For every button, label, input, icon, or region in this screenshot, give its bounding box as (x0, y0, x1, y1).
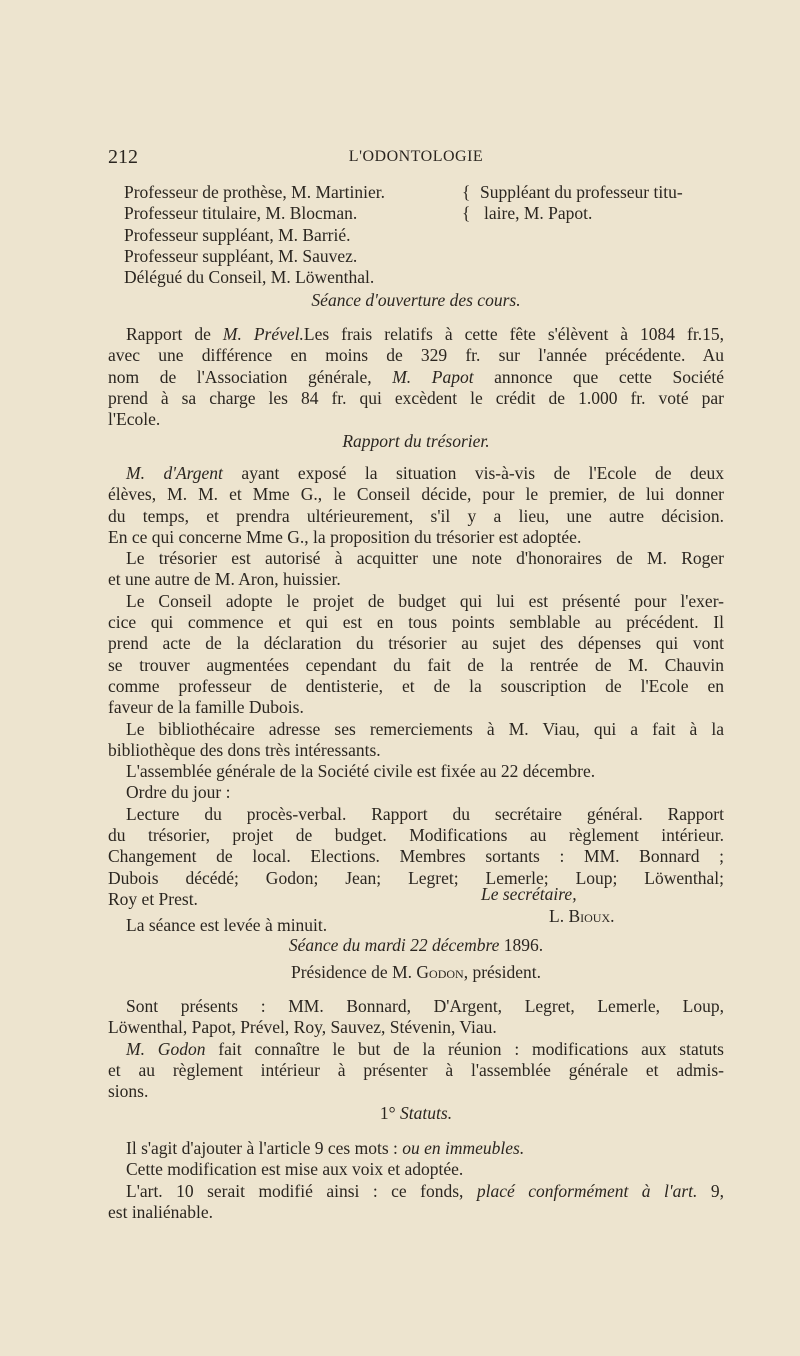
text-line: est inaliénable. (108, 1201, 213, 1222)
speaker-name: M. d'Argent (126, 463, 223, 483)
text-line: avec une différence en moins de 329 fr. sur l'année précédente. Au (108, 345, 724, 366)
signature-role: Le secrétaire, (481, 884, 577, 904)
paragraph-presents (108, 996, 724, 1102)
brace-bottom: { (462, 203, 471, 224)
speaker-name: M. Papot (392, 366, 474, 387)
signature-name: L. Bioux. (549, 906, 615, 926)
heading-rapport-tresorier: Rapport du trésorier. (342, 431, 490, 451)
text-line: L'assemblée générale de la Société civile est fixée au 22 décembre. (126, 761, 596, 782)
text-span: fait connaître le but de la réunion : modifications aux statuts (205, 1038, 724, 1059)
text-line: et une autre de M. Aron, huissier. (108, 569, 341, 590)
text-line (108, 324, 724, 345)
text-line: du trésorier, projet de budget. Modifications au règlement intérieur. (108, 825, 724, 846)
text-line: et au règlement intérieur à présenter à l'assemblée générale et admis- (108, 1059, 724, 1080)
text-span: Statuts. (400, 1103, 453, 1123)
text-line: prend acte de la déclaration du trésorier au sujet des dépenses qui vont (108, 633, 724, 654)
running-title: L'ODONTOLOGIE (348, 148, 484, 165)
running-header (108, 146, 724, 168)
text-line: cice qui commence et qui est en tous points semblable au précédent. Il (108, 612, 724, 633)
text-line: sions. (108, 1081, 149, 1102)
section-heading (108, 290, 724, 311)
text-line: Cette modification est mise aux voix et adoptée. (126, 1159, 464, 1180)
text-line (108, 367, 724, 388)
text-line: Le bibliothécaire adresse ses remerciements à M. Viau, qui a fait à la (126, 718, 724, 739)
heading-seance-22-decembre (108, 935, 724, 956)
text-line (108, 962, 724, 983)
text-line: Roy et Prest. (108, 888, 198, 909)
text-span: 1896. (499, 935, 544, 955)
paragraph-tresorier (108, 463, 724, 937)
text-span: Séance du mardi 22 décembre (288, 935, 500, 955)
text-span: ou en immeubles. (402, 1138, 525, 1158)
text-span: Les frais relatifs à cette fête s'élèvent à 1084 fr.15, (303, 324, 724, 344)
text-line: En ce qui concerne Mme G., la proposition du trésorier est adoptée. (108, 526, 582, 547)
text-line: comme professeur de dentisterie, et de la souscription de l'Ecole en (108, 675, 724, 696)
brace-top: { (462, 182, 471, 202)
text-line: La séance est levée à minuit. (126, 915, 328, 936)
text-line (108, 1181, 724, 1202)
text-line: prend à sa charge les 84 fr. qui excèdent le crédit de 1.000 fr. voté par (108, 387, 724, 408)
text-line: Ordre du jour : (126, 782, 231, 803)
staff-note-line: laire, M. Papot. (484, 203, 593, 224)
staff-line: Professeur suppléant, M. Barrié. (124, 224, 351, 245)
heading-seance-ouverture: Séance d'ouverture des cours. (311, 290, 521, 310)
paragraph-statuts (108, 1138, 724, 1223)
text-line (108, 463, 724, 484)
speaker-name: M. Godon (126, 1038, 206, 1059)
text-line: Dubois décédé; Godon; Jean; Legret; Lemerle; Loup; Löwenthal; (108, 867, 724, 888)
staff-line: Professeur de prothèse, M. Martinier. (124, 182, 385, 202)
text-span: Rapport de (126, 324, 223, 344)
text-span: placé conformément à l'art. (476, 1180, 698, 1201)
speaker-name: M. Prével. (222, 324, 304, 344)
text-span: ayant exposé la situation vis-à-vis de l'Ecole de deux (222, 463, 724, 483)
text-line: Sont présents : MM. Bonnard, D'Argent, Legret, Lemerle, Loup, (126, 996, 724, 1016)
heading-statuts (108, 1103, 724, 1124)
text-line: faveur de la famille Dubois. (108, 697, 304, 718)
president-name: Godon (416, 962, 464, 982)
text-line: Le trésorier est autorisé à acquitter une note d'honoraires de M. Roger (126, 548, 724, 569)
text-span: Présidence de M. (291, 962, 417, 982)
text-line: se trouver augmentées cependant du fait de la rentrée de M. Chauvin (108, 654, 724, 675)
text-span: 9, (697, 1180, 725, 1201)
section-heading (108, 1103, 724, 1124)
text-line: Changement de local. Elections. Membres sortants : MM. Bonnard ; (108, 846, 724, 867)
paragraph-rapport-prevel (108, 324, 724, 430)
section-heading (108, 935, 724, 956)
text-span: , président. (463, 962, 541, 982)
page-number: 212 (108, 146, 138, 168)
section-heading (108, 431, 724, 452)
presidency-line (108, 962, 724, 983)
staff-line: Délégué du Conseil, M. Löwenthal. (124, 267, 375, 288)
text-line (108, 1039, 724, 1060)
text-span: nom de l'Association générale, (108, 366, 372, 387)
text-line: élèves, M. M. et Mme G., le Conseil décide, pour le premier, de lui donner (108, 484, 724, 505)
staff-note-line: Suppléant du professeur titu- (480, 182, 683, 202)
text-line: Löwenthal, Papot, Prével, Roy, Sauvez, Stévenin, Viau. (108, 1017, 497, 1038)
staff-line: Professeur suppléant, M. Sauvez. (124, 245, 358, 266)
text-line (108, 1138, 724, 1159)
staff-line: Professeur titulaire, M. Blocman. (124, 203, 358, 224)
text-line: du temps, et prendra ultérieurement, s'il y a lieu, une autre décision. (108, 505, 724, 526)
text-span: 1° (379, 1103, 401, 1123)
text-line: Le Conseil adopte le projet de budget qui lui est présenté pour l'exer- (126, 590, 724, 611)
text-span: annonce que cette Société (494, 366, 724, 387)
text-span: Il s'agit d'ajouter à l'article 9 ces mots : (126, 1138, 403, 1158)
text-line: l'Ecole. (108, 409, 161, 430)
text-line: bibliothèque des dons très intéressants. (108, 739, 381, 760)
text-span: L'art. 10 serait modifié ainsi : ce fonds, (126, 1180, 477, 1201)
text-line: Lecture du procès-verbal. Rapport du secrétaire général. Rapport (126, 803, 724, 824)
